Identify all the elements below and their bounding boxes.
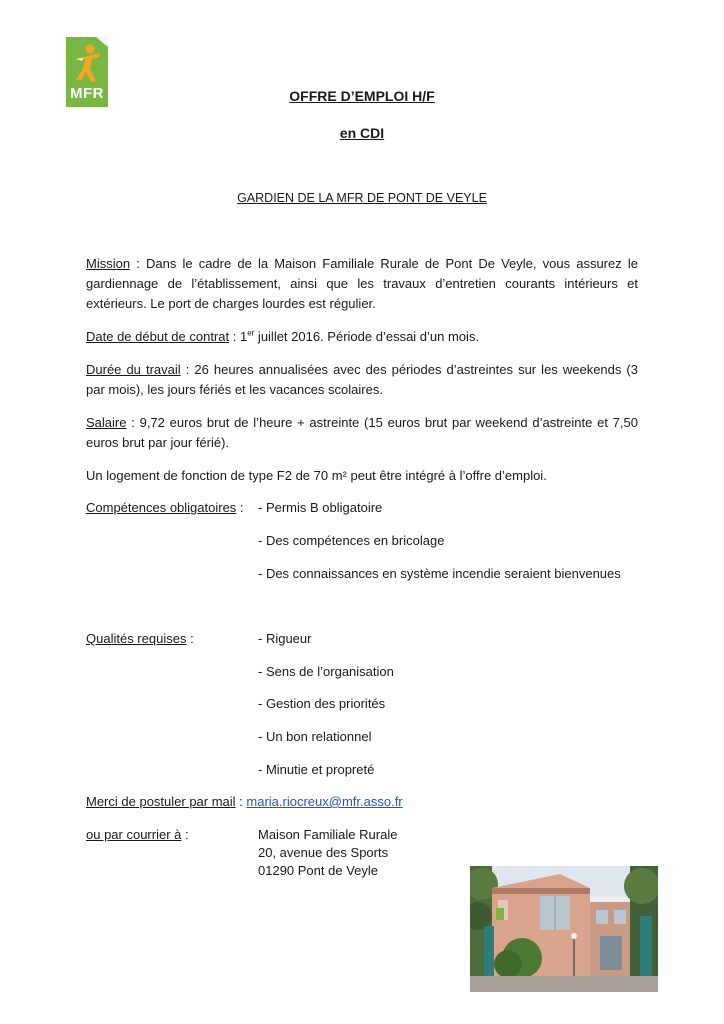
list-item: - Gestion des priorités	[258, 696, 386, 711]
contract-type: en CDI	[339, 125, 385, 141]
page-title: OFFRE D’EMPLOI H/F	[289, 88, 435, 104]
list-item: - Minutie et propreté	[258, 762, 375, 777]
skills-heading: Compétences obligatoires :	[86, 500, 244, 515]
mission-label: Mission	[86, 256, 131, 271]
qualities-heading: Qualités requises :	[86, 631, 194, 646]
mission-text: : Dans le cadre de la Maison Familiale Rurale de Pont De Veyle, vous assurez le gardiennage de l’établissement, ainsi que les travaux d’entretien courants intérieurs et extérieurs. Le port de charges lourdes est régulier.	[86, 256, 638, 311]
start-date-text: juillet 2016. Période d’essai d’un mois.	[254, 329, 480, 344]
start-date-label: Date de début de contrat	[86, 329, 230, 344]
job-title: GARDIEN DE LA MFR DE PONT DE VEYLE	[237, 191, 487, 205]
list-item: - Permis B obligatoire	[258, 500, 383, 515]
mission-paragraph	[86, 254, 638, 314]
duration-label: Durée du travail	[86, 362, 181, 377]
logo-text: MFR	[70, 85, 104, 102]
apply-post-label: ou par courrier à :	[86, 827, 189, 842]
housing-paragraph: Un logement de fonction de type F2 de 70 m² peut être intégré à l’offre d’emploi.	[86, 468, 547, 483]
list-item: - Un bon relationnel	[258, 729, 372, 744]
start-date-paragraph: Date de début de contrat : 1er juillet 2016. Période d’essai d’un mois.	[86, 328, 480, 344]
email-link[interactable]: maria.riocreux@mfr.asso.fr	[246, 794, 403, 809]
building-photo	[470, 866, 658, 992]
list-item: - Sens de l’organisation	[258, 664, 394, 679]
list-item: - Des compétences en bricolage	[258, 533, 445, 548]
duration-text: : 26 heures annualisées avec des périodes d’astreintes sur les weekends (3 par mois), les jours fériés et les vacances scolaires.	[86, 362, 638, 397]
salary-paragraph	[86, 413, 638, 453]
postal-address: Maison Familiale Rurale 20, avenue des Sports 01290 Pont de Veyle	[258, 827, 398, 878]
list-item: - Rigueur	[258, 631, 312, 646]
salary-text: : 9,72 euros brut de l’heure + astreinte (15 euros brut par weekend d’astreinte et 7,50 euros brut par jour férié).	[86, 415, 638, 450]
list-item: - Des connaissances en système incendie seraient bienvenues	[258, 566, 621, 581]
apply-mail-line: Merci de postuler par mail : maria.riocreux@mfr.asso.fr	[86, 794, 403, 809]
salary-label: Salaire	[86, 415, 127, 430]
logo-figure-icon	[66, 37, 108, 83]
duration-paragraph	[86, 360, 638, 400]
